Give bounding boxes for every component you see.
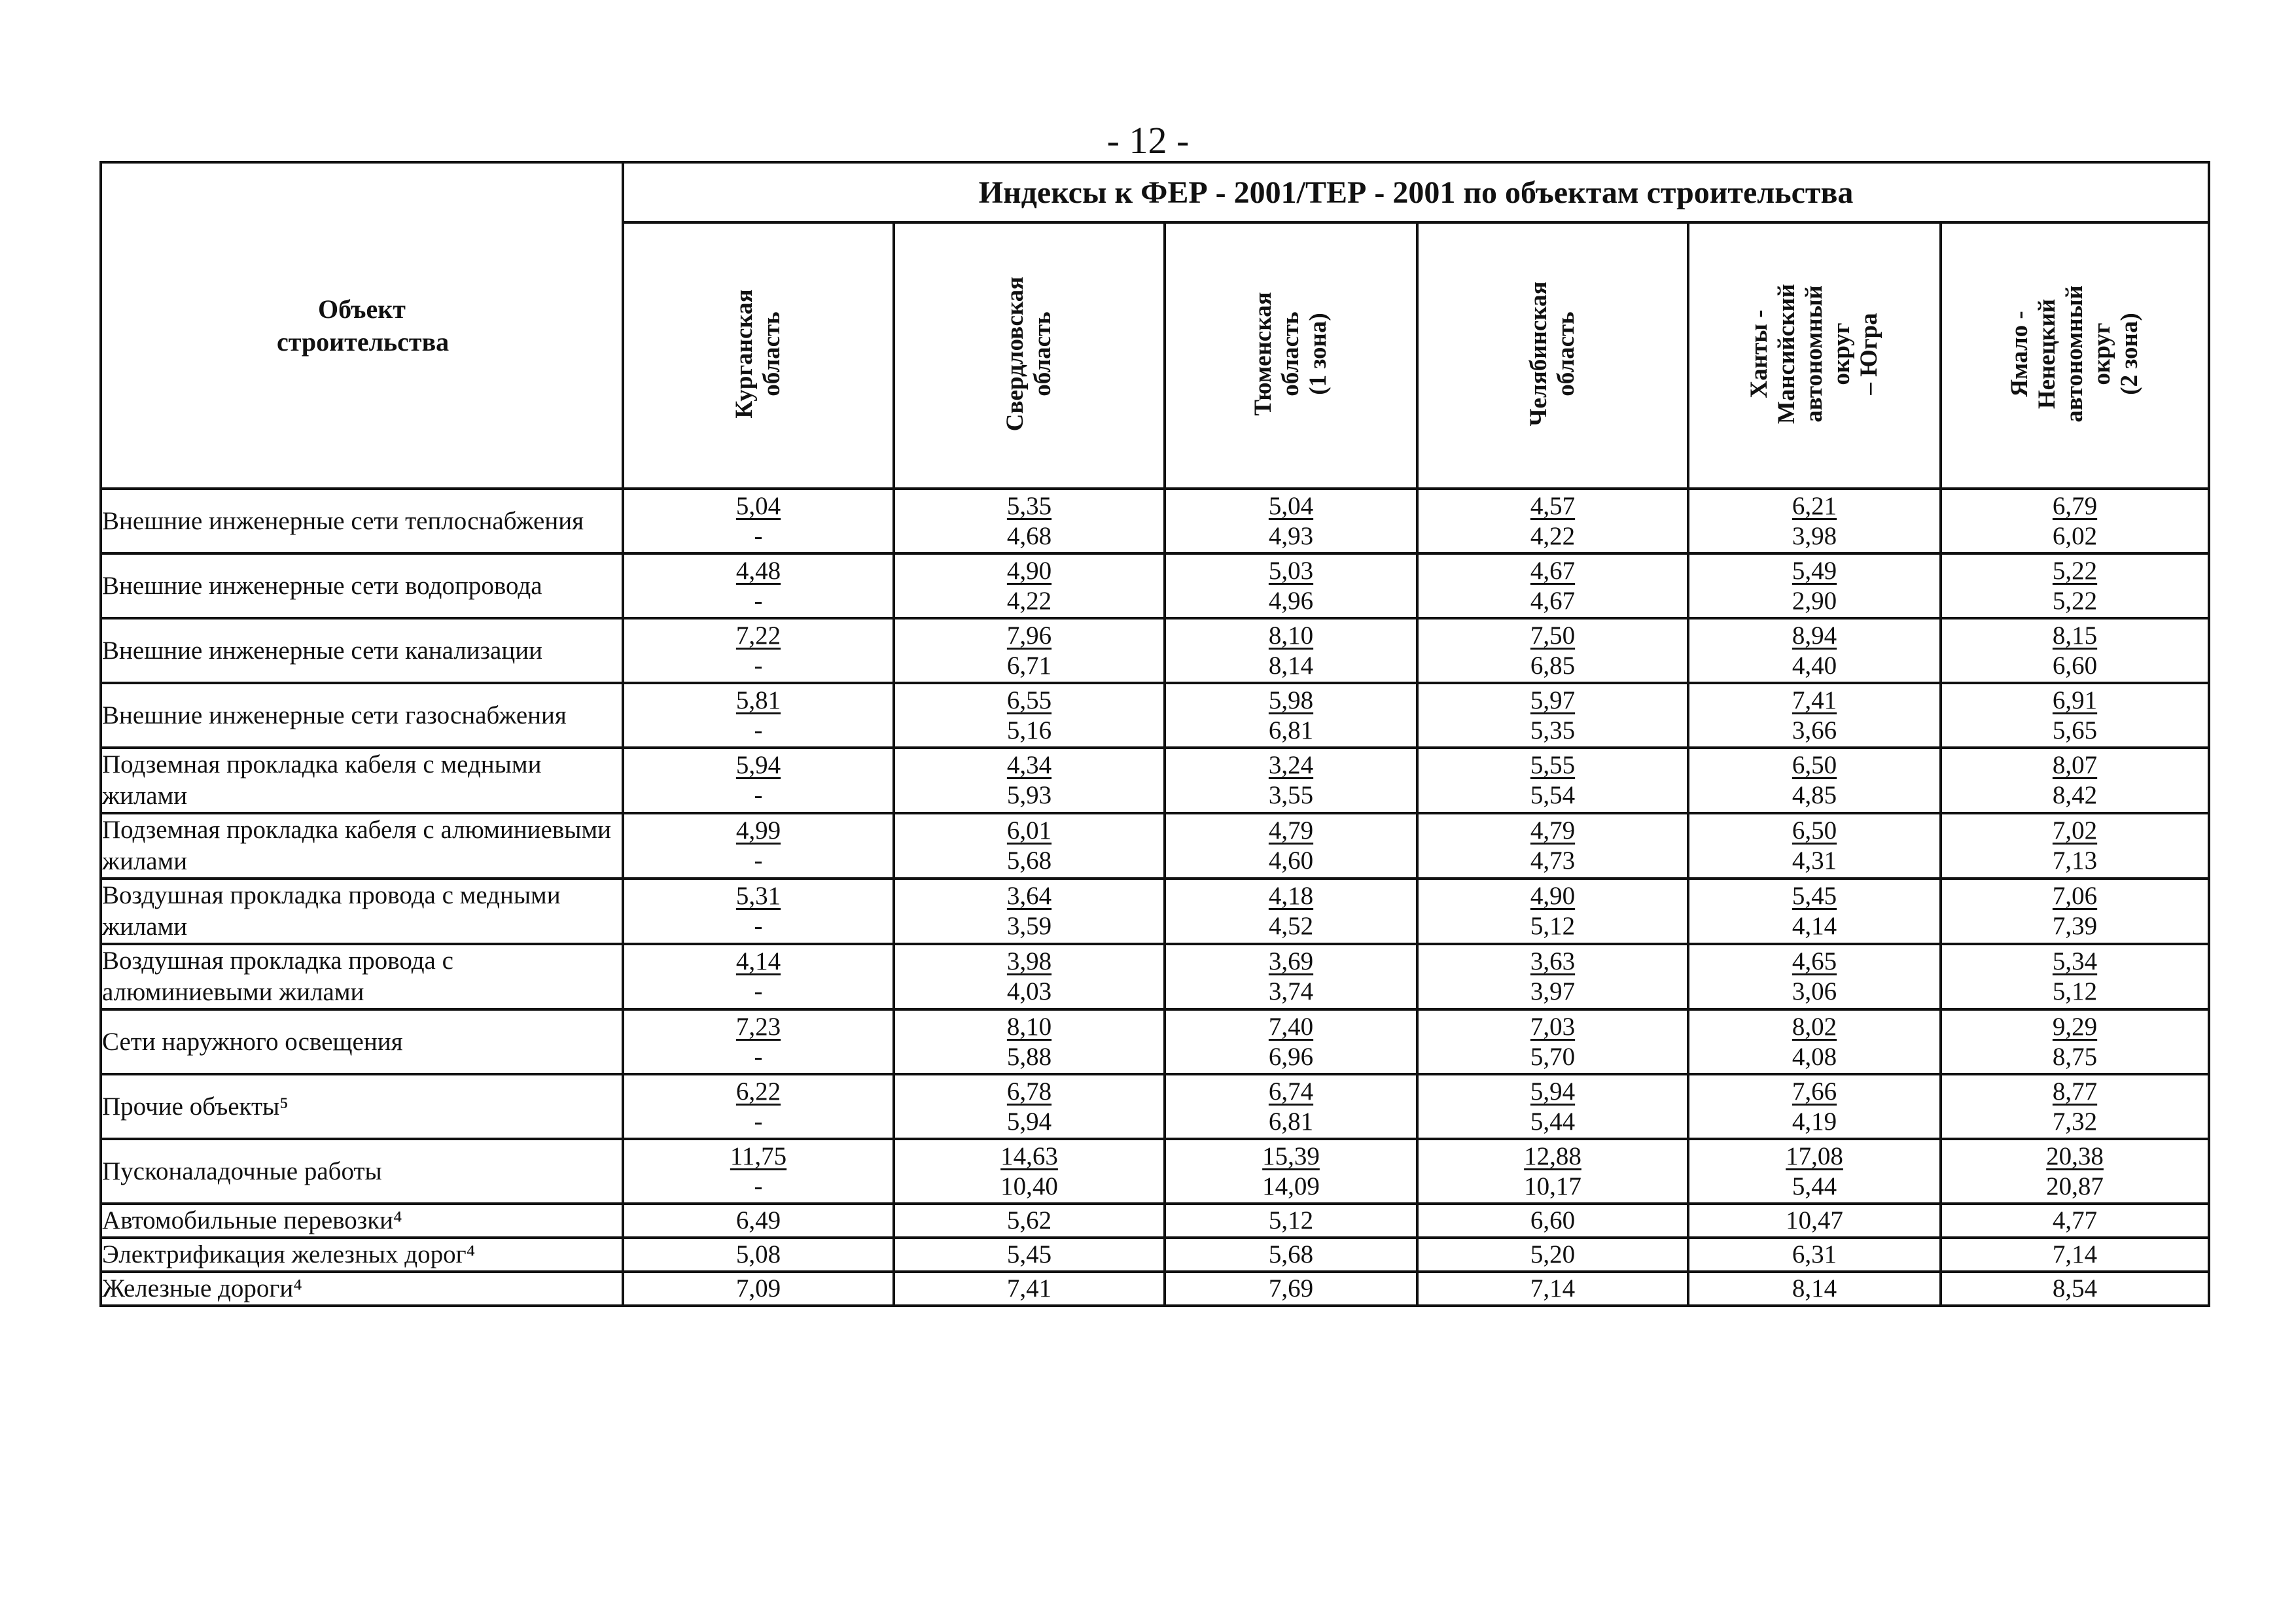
index-value-top: 7,03	[1530, 1012, 1576, 1041]
index-value-bottom: 4,03	[1006, 977, 1052, 1005]
index-value-bottom: 4,67	[1530, 586, 1576, 615]
index-cell	[1688, 1074, 1941, 1139]
index-value-top: 5,94	[735, 751, 781, 779]
region-header	[1688, 222, 1941, 489]
index-value-bottom: 4,68	[1006, 521, 1052, 550]
index-cell	[894, 879, 1165, 944]
object-name: Подземная прокладка кабеля с медными жилами	[101, 748, 623, 813]
index-cell	[1688, 748, 1941, 813]
index-value-top: 4,57	[1530, 491, 1576, 520]
index-cell	[1941, 1139, 2209, 1204]
index-value-bottom: 3,55	[1268, 781, 1314, 809]
index-value: 4,77	[2052, 1206, 2098, 1234]
index-value-top: 4,14	[735, 947, 781, 975]
index-cell	[1165, 1009, 1417, 1074]
table-row	[101, 748, 2209, 813]
index-value-bottom: 5,88	[1006, 1042, 1052, 1071]
index-value-top: 6,55	[1006, 686, 1052, 714]
index-value-top: 8,15	[2052, 621, 2098, 650]
index-value-top: 7,50	[1530, 621, 1576, 650]
index-cell	[1941, 944, 2209, 1009]
index-cell	[1941, 1009, 2209, 1074]
index-value-bottom: 3,06	[1792, 977, 1837, 1005]
region-header	[623, 222, 894, 489]
index-value: 6,60	[1530, 1206, 1576, 1234]
index-value-bottom: 4,31	[1792, 846, 1837, 875]
index-value-bottom: 4,40	[1792, 651, 1837, 680]
index-value-top: 4,18	[1268, 882, 1314, 910]
index-value-bottom: 5,93	[1006, 781, 1052, 809]
index-value-bottom: 6,81	[1268, 716, 1314, 744]
table-row	[101, 1009, 2209, 1074]
table-row	[101, 1238, 2209, 1272]
region-label: Ямало - Ненецкий автономный округ (2 зона)	[2006, 285, 2144, 423]
index-value-bottom: -	[754, 1172, 763, 1200]
index-value-bottom: 4,85	[1792, 781, 1837, 809]
table-row	[101, 683, 2209, 748]
table-row	[101, 1204, 2209, 1238]
index-cell	[623, 1238, 894, 1272]
object-name: Воздушная прокладка провода с медными жилами	[101, 879, 623, 944]
index-value-bottom: -	[754, 977, 763, 1005]
index-value-top: 8,77	[2052, 1077, 2098, 1106]
index-value: 5,08	[735, 1240, 781, 1268]
index-value-bottom: 6,02	[2052, 521, 2098, 550]
index-value-top: 5,35	[1006, 491, 1052, 520]
index-cell	[1165, 1272, 1417, 1306]
index-value-bottom: -	[754, 781, 763, 809]
region-label: Ханты - Мансийский автономный округ – Югра	[1746, 283, 1882, 425]
index-cell	[623, 1272, 894, 1306]
index-cell	[1417, 1009, 1688, 1074]
index-value-bottom: 3,66	[1792, 716, 1837, 744]
index-cell	[623, 879, 894, 944]
region-header	[1941, 222, 2209, 489]
table-row	[101, 1074, 2209, 1139]
index-value-bottom: 10,40	[1000, 1172, 1058, 1200]
index-value-bottom: 4,22	[1530, 521, 1576, 550]
index-value-top: 5,81	[735, 686, 781, 714]
index-value-top: 5,45	[1792, 882, 1837, 910]
index-value-top: 8,10	[1268, 621, 1314, 650]
index-cell	[894, 1074, 1165, 1139]
index-value: 5,68	[1268, 1240, 1314, 1268]
index-value: 5,62	[1006, 1206, 1052, 1234]
index-cell	[1417, 1204, 1688, 1238]
index-cell	[623, 683, 894, 748]
index-value: 5,20	[1530, 1240, 1576, 1268]
index-value-bottom: 20,87	[2046, 1172, 2104, 1200]
index-cell	[623, 1009, 894, 1074]
index-value-bottom: 7,39	[2052, 912, 2098, 940]
object-name: Пусконаладочные работы	[101, 1139, 623, 1204]
index-cell	[894, 1009, 1165, 1074]
index-value-top: 7,23	[735, 1012, 781, 1041]
index-value-bottom: 7,13	[2052, 846, 2098, 875]
object-name: Внешние инженерные сети водопровода	[101, 553, 623, 618]
index-value-bottom: 6,96	[1268, 1042, 1314, 1071]
index-value: 7,14	[1530, 1274, 1576, 1302]
index-value-top: 6,78	[1006, 1077, 1052, 1106]
table-row	[101, 1139, 2209, 1204]
index-value-top: 5,34	[2052, 947, 2098, 975]
index-cell	[1417, 813, 1688, 879]
table-row	[101, 879, 2209, 944]
region-header	[894, 222, 1165, 489]
index-cell	[1941, 879, 2209, 944]
index-value-top: 3,69	[1268, 947, 1314, 975]
index-value-bottom: 4,60	[1268, 846, 1314, 875]
index-cell	[1688, 489, 1941, 553]
index-cell	[623, 618, 894, 683]
table-row	[101, 618, 2209, 683]
index-cell	[1688, 813, 1941, 879]
object-name: Прочие объекты⁵	[101, 1074, 623, 1139]
index-value: 8,54	[2052, 1274, 2098, 1302]
index-cell	[1165, 1074, 1417, 1139]
index-cell	[1688, 1204, 1941, 1238]
index-cell	[894, 1204, 1165, 1238]
index-value-bottom: 4,93	[1268, 521, 1314, 550]
index-value-top: 4,65	[1792, 947, 1837, 975]
index-value: 7,41	[1006, 1274, 1052, 1302]
index-value: 6,31	[1792, 1240, 1837, 1268]
index-value-top: 20,38	[2046, 1142, 2104, 1170]
index-cell	[623, 1074, 894, 1139]
index-value: 6,49	[735, 1206, 781, 1234]
index-cell	[1941, 1272, 2209, 1306]
index-cell	[1165, 1139, 1417, 1204]
index-value-top: 4,34	[1006, 751, 1052, 779]
index-value-bottom: -	[754, 1107, 763, 1136]
index-value-top: 4,48	[735, 556, 781, 585]
table-row	[101, 553, 2209, 618]
table-body	[101, 489, 2209, 1306]
index-value-top: 8,10	[1006, 1012, 1052, 1041]
index-value-top: 12,88	[1524, 1142, 1581, 1170]
index-cell	[1688, 879, 1941, 944]
index-value-bottom: -	[754, 846, 763, 875]
index-cell	[894, 1238, 1165, 1272]
index-value-top: 15,39	[1262, 1142, 1320, 1170]
index-cell	[894, 489, 1165, 553]
index-cell	[623, 813, 894, 879]
index-value-top: 4,79	[1268, 816, 1314, 845]
index-value-top: 5,94	[1530, 1077, 1576, 1106]
index-cell	[1688, 1139, 1941, 1204]
index-cell	[623, 1204, 894, 1238]
index-value: 7,14	[2052, 1240, 2098, 1268]
index-cell	[1941, 748, 2209, 813]
construction-index-table	[99, 161, 2210, 1307]
region-header	[1417, 222, 1688, 489]
index-cell	[1688, 1009, 1941, 1074]
index-value-top: 4,67	[1530, 556, 1576, 585]
index-cell	[1417, 1074, 1688, 1139]
index-cell	[1417, 879, 1688, 944]
index-value-bottom: 5,44	[1792, 1172, 1837, 1200]
index-cell	[1165, 944, 1417, 1009]
index-cell	[1165, 618, 1417, 683]
index-cell	[1688, 1238, 1941, 1272]
index-value-bottom: -	[754, 912, 763, 940]
index-cell	[623, 489, 894, 553]
index-value-bottom: 5,16	[1006, 716, 1052, 744]
index-value: 5,12	[1268, 1206, 1314, 1234]
index-value-bottom: 4,73	[1530, 846, 1576, 875]
index-cell	[894, 683, 1165, 748]
index-value-top: 14,63	[1000, 1142, 1058, 1170]
index-value-bottom: 4,14	[1792, 912, 1837, 940]
index-value-bottom: 4,08	[1792, 1042, 1837, 1071]
index-value-bottom: -	[754, 521, 763, 550]
index-value-top: 6,22	[735, 1077, 781, 1106]
index-value-bottom: 5,65	[2052, 716, 2098, 744]
index-value-bottom: 5,54	[1530, 781, 1576, 809]
index-value-top: 8,07	[2052, 751, 2098, 779]
index-cell	[894, 944, 1165, 1009]
index-value-top: 6,74	[1268, 1077, 1314, 1106]
index-value-bottom: 6,60	[2052, 651, 2098, 680]
index-cell	[1165, 1204, 1417, 1238]
index-value-top: 5,03	[1268, 556, 1314, 585]
index-value-bottom: 3,98	[1792, 521, 1837, 550]
index-value-top: 17,08	[1786, 1142, 1843, 1170]
index-value-bottom: -	[754, 651, 763, 680]
index-value: 7,09	[735, 1274, 781, 1302]
table-row	[101, 1272, 2209, 1306]
index-value-bottom: 14,09	[1262, 1172, 1320, 1200]
index-value-bottom: 5,35	[1530, 716, 1576, 744]
index-cell	[1941, 489, 2209, 553]
object-name: Внешние инженерные сети канализации	[101, 618, 623, 683]
index-value-bottom: 4,22	[1006, 586, 1052, 615]
index-value-top: 8,94	[1792, 621, 1837, 650]
index-cell	[1165, 748, 1417, 813]
index-cell	[1688, 553, 1941, 618]
index-value-top: 6,50	[1792, 816, 1837, 845]
index-value-top: 7,22	[735, 621, 781, 650]
index-cell	[1417, 944, 1688, 1009]
index-cell	[1417, 748, 1688, 813]
index-cell	[894, 1139, 1165, 1204]
index-value-bottom: 5,94	[1006, 1107, 1052, 1136]
index-cell	[1417, 618, 1688, 683]
table-row	[101, 944, 2209, 1009]
index-cell	[1417, 1272, 1688, 1306]
index-value-top: 6,50	[1792, 751, 1837, 779]
index-cell	[1417, 489, 1688, 553]
index-value-top: 3,64	[1006, 882, 1052, 910]
index-value-bottom: -	[754, 1042, 763, 1071]
index-value-bottom: -	[754, 716, 763, 744]
index-value-top: 5,98	[1268, 686, 1314, 714]
object-header-text: Объект строительства	[277, 294, 450, 357]
index-cell	[894, 813, 1165, 879]
region-header	[1165, 222, 1417, 489]
index-value-bottom: 5,22	[2052, 586, 2098, 615]
index-value-bottom: 8,75	[2052, 1042, 2098, 1071]
object-name: Электрификация железных дорог⁴	[101, 1238, 623, 1272]
index-value-top: 6,79	[2052, 491, 2098, 520]
index-value-top: 9,29	[2052, 1012, 2098, 1041]
index-value-top: 4,90	[1006, 556, 1052, 585]
index-value-bottom: 4,19	[1792, 1107, 1837, 1136]
index-value-top: 5,04	[1268, 491, 1314, 520]
object-name: Внешние инженерные сети газоснабжения	[101, 683, 623, 748]
index-value-bottom: 7,32	[2052, 1107, 2098, 1136]
index-value-top: 6,91	[2052, 686, 2098, 714]
index-value-bottom: 5,12	[2052, 977, 2098, 1005]
index-value-bottom: 10,17	[1524, 1172, 1581, 1200]
index-value-bottom: 5,70	[1530, 1042, 1576, 1071]
index-value-bottom: 2,90	[1792, 586, 1837, 615]
index-value-top: 5,55	[1530, 751, 1576, 779]
region-label: Тюменская область (1 зона)	[1250, 292, 1332, 416]
index-cell	[623, 1139, 894, 1204]
index-value-top: 6,21	[1792, 491, 1837, 520]
index-value-top: 3,63	[1530, 947, 1576, 975]
index-cell	[1417, 683, 1688, 748]
index-cell	[1165, 489, 1417, 553]
index-value-top: 7,06	[2052, 882, 2098, 910]
index-value-bottom: 4,52	[1268, 912, 1314, 940]
index-cell	[894, 553, 1165, 618]
object-name: Воздушная прокладка провода с алюминиевыми жилами	[101, 944, 623, 1009]
object-header	[101, 162, 623, 489]
index-cell	[1165, 553, 1417, 618]
index-value-bottom: 4,96	[1268, 586, 1314, 615]
index-value-bottom: 8,14	[1268, 651, 1314, 680]
index-value-top: 4,90	[1530, 882, 1576, 910]
index-value-bottom: -	[754, 586, 763, 615]
index-cell	[623, 553, 894, 618]
index-cell	[1688, 618, 1941, 683]
index-value-top: 4,99	[735, 816, 781, 845]
index-cell	[1941, 683, 2209, 748]
index-value-bottom: 3,74	[1268, 977, 1314, 1005]
index-cell	[1165, 1238, 1417, 1272]
index-value-bottom: 6,85	[1530, 651, 1576, 680]
index-cell	[1688, 944, 1941, 1009]
object-name: Подземная прокладка кабеля с алюминиевыми жилами	[101, 813, 623, 879]
index-value-top: 3,98	[1006, 947, 1052, 975]
index-cell	[1941, 618, 2209, 683]
index-cell	[1417, 1238, 1688, 1272]
object-name: Внешние инженерные сети теплоснабжения	[101, 489, 623, 553]
index-value-top: 7,02	[2052, 816, 2098, 845]
index-value: 8,14	[1792, 1274, 1837, 1302]
index-value-top: 5,31	[735, 882, 781, 910]
index-value: 7,69	[1268, 1274, 1314, 1302]
index-value-top: 4,79	[1530, 816, 1576, 845]
index-value: 10,47	[1786, 1206, 1843, 1234]
index-cell	[1688, 683, 1941, 748]
table-title: Индексы к ФЕР - 2001/ТЕР - 2001 по объектам строительства	[623, 162, 2209, 222]
index-value-bottom: 3,59	[1006, 912, 1052, 940]
index-value-top: 7,66	[1792, 1077, 1837, 1106]
index-cell	[894, 1272, 1165, 1306]
index-cell	[894, 618, 1165, 683]
index-cell	[894, 748, 1165, 813]
object-name: Сети наружного освещения	[101, 1009, 623, 1074]
index-value-top: 8,02	[1792, 1012, 1837, 1041]
region-label: Челябинская область	[1525, 281, 1580, 427]
table-row	[101, 813, 2209, 879]
index-value-bottom: 5,12	[1530, 912, 1576, 940]
index-value-top: 6,01	[1006, 816, 1052, 845]
index-value-bottom: 5,68	[1006, 846, 1052, 875]
index-value-bottom: 6,81	[1268, 1107, 1314, 1136]
index-value-top: 11,75	[730, 1142, 787, 1170]
index-cell	[623, 748, 894, 813]
index-cell	[1941, 553, 2209, 618]
page-number: - 12 -	[1106, 119, 1190, 162]
object-name: Железные дороги⁴	[101, 1272, 623, 1306]
index-cell	[1165, 813, 1417, 879]
index-value-top: 3,24	[1268, 751, 1314, 779]
index-value-bottom: 8,42	[2052, 781, 2098, 809]
index-value-top: 5,22	[2052, 556, 2098, 585]
index-cell	[1941, 1074, 2209, 1139]
index-cell	[1417, 1139, 1688, 1204]
index-cell	[1941, 1204, 2209, 1238]
index-value-top: 5,49	[1792, 556, 1837, 585]
index-cell	[1417, 553, 1688, 618]
index-cell	[1688, 1272, 1941, 1306]
index-value-top: 5,04	[735, 491, 781, 520]
table-row	[101, 489, 2209, 553]
index-value-bottom: 3,97	[1530, 977, 1576, 1005]
region-label: Свердловская область	[1002, 276, 1056, 432]
index-cell	[1165, 683, 1417, 748]
index-cell	[623, 944, 894, 1009]
region-label: Курганская область	[731, 289, 785, 419]
index-value-bottom: 6,71	[1006, 651, 1052, 680]
index-value-bottom: 5,44	[1530, 1107, 1576, 1136]
index-cell	[1941, 813, 2209, 879]
index-cell	[1941, 1238, 2209, 1272]
index-value-top: 5,97	[1530, 686, 1576, 714]
index-value-top: 7,96	[1006, 621, 1052, 650]
object-name: Автомобильные перевозки⁴	[101, 1204, 623, 1238]
index-cell	[1165, 879, 1417, 944]
index-value: 5,45	[1006, 1240, 1052, 1268]
index-value-top: 7,40	[1268, 1012, 1314, 1041]
index-value-top: 7,41	[1792, 686, 1837, 714]
